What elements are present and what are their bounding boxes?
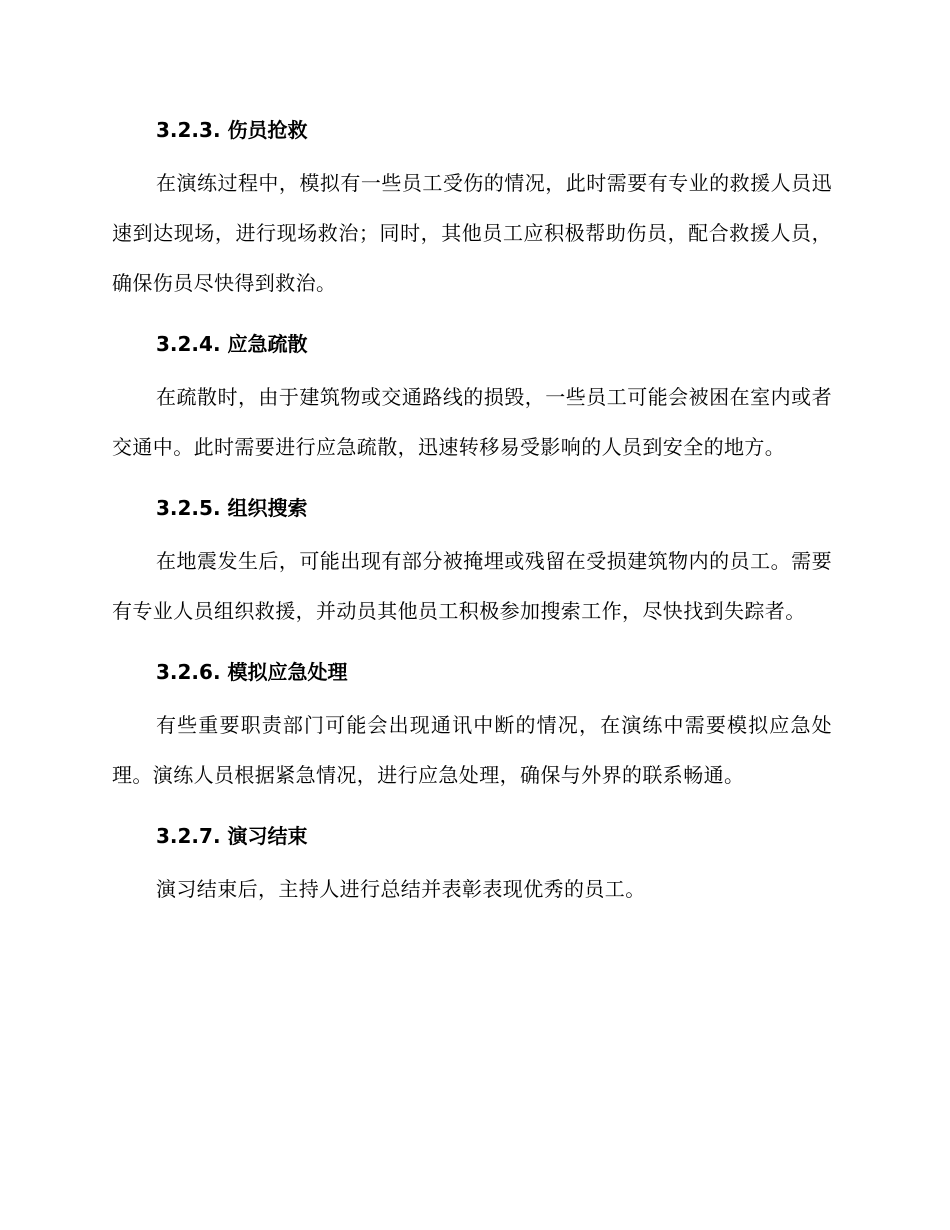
section-heading: 3.2.7. 演习结束: [156, 824, 308, 848]
section-paragraph: 在演练过程中，模拟有一些员工受伤的情况，此时需要有专业的救援人员迅速到达现场，进行现场救治；同时，其他员工应积极帮助伤员，配合救援人员，确保伤员尽快得到救治。: [112, 171, 832, 295]
section-heading: 3.2.3. 伤员抢救: [156, 118, 308, 142]
section-paragraph: 有些重要职责部门可能会出现通讯中断的情况，在演练中需要模拟应急处理。演练人员根据紧急情况，进行应急处理，确保与外界的联系畅通。: [112, 713, 832, 787]
document-content: [112, 110, 832, 930]
section-3-2-4: [112, 324, 832, 472]
section-paragraph: 演习结束后，主持人进行总结并表彰表现优秀的员工。: [156, 877, 646, 901]
section-heading: 3.2.6. 模拟应急处理: [156, 660, 348, 684]
section-heading: 3.2.5. 组织搜索: [156, 496, 308, 520]
section-heading: 3.2.4. 应急疏散: [156, 332, 308, 356]
section-3-2-6: [112, 652, 832, 800]
section-3-2-7: [112, 816, 832, 914]
section-3-2-3: [112, 110, 832, 308]
section-paragraph: 在地震发生后，可能出现有部分被掩埋或残留在受损建筑物内的员工。需要有专业人员组织救援，并动员其他员工积极参加搜索工作，尽快找到失踪者。: [112, 549, 832, 623]
section-3-2-5: [112, 488, 832, 636]
section-paragraph: 在疏散时，由于建筑物或交通路线的损毁，一些员工可能会被困在室内或者交通中。此时需要进行应急疏散，迅速转移易受影响的人员到安全的地方。: [112, 385, 832, 459]
